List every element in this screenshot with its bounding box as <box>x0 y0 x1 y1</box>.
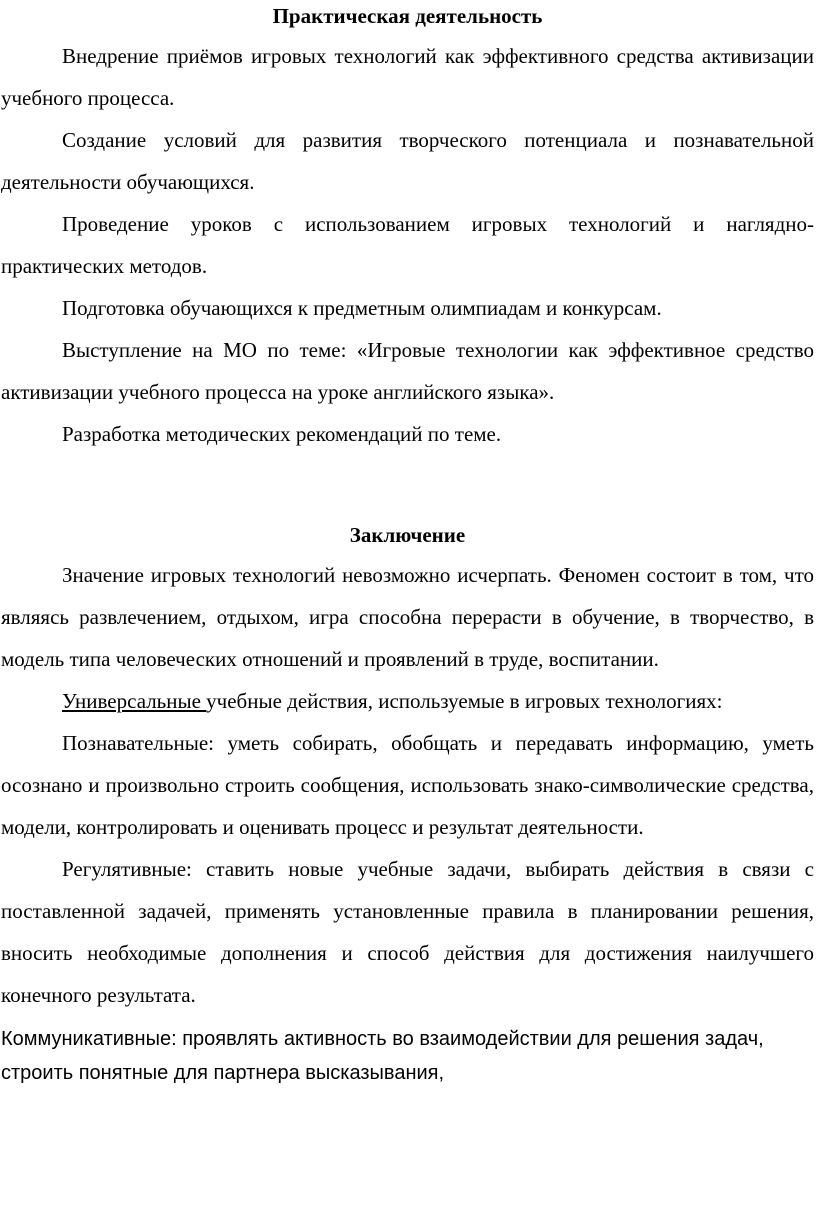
practice-paragraph-2: Создание условий для развития творческого потенциала и познавательной деятельности обучающихся. <box>1 128 814 194</box>
section-title-conclusion: Заключение <box>349 523 466 547</box>
conclusion-section <box>1 554 814 1090</box>
regulatory-paragraph: Регулятивные: ставить новые учебные задачи, выбирать действия в связи с поставленной задачей, применять установленные правила в планировании решения, вносить необходимые дополнения и способ действия для достижения наилучшего конечного результата. <box>1 857 814 1007</box>
practice-paragraph-1: Внедрение приёмов игровых технологий как эффективного средства активизации учебного процесса. <box>1 44 814 110</box>
communicative-paragraph: Коммуникативные: проявлять активность во взаимодействии для решения задач, строить понятные для партнера высказывания, <box>1 1028 764 1084</box>
practice-section <box>1 35 814 455</box>
practice-paragraph-3: Проведение уроков с использованием игровых технологий и наглядно-практических методов. <box>1 212 814 278</box>
uud-text: учебные действия, используемые в игровых технологиях: <box>206 689 723 713</box>
practice-paragraph-4: Подготовка обучающихся к предметным олимпиадам и конкурсам. <box>62 296 662 320</box>
conclusion-paragraph: Значение игровых технологий невозможно исчерпать. Феномен состоит в том, что являясь развлечением, отдыхом, игра способна перерасти в обучение, в творчество, в модель типа человеческих отношений и проявлений в труде, воспитании. <box>1 563 814 671</box>
practice-paragraph-5: Выступление на МО по теме: «Игровые технологии как эффективное средство активизации учебного процесса на уроке английского языка». <box>1 338 814 404</box>
uud-paragraph <box>1 680 814 722</box>
uud-underlined-text: Универсальные <box>62 689 207 713</box>
practice-paragraph-6: Разработка методических рекомендаций по теме. <box>62 422 502 446</box>
section-title-practice: Практическая деятельность <box>272 4 543 28</box>
cognitive-paragraph: Познавательные: уметь собирать, обобщать и передавать информацию, уметь осознано и произвольно строить сообщения, использовать знако-символические средства, модели, контролировать и оценивать процесс и результат деятельности. <box>1 731 814 839</box>
